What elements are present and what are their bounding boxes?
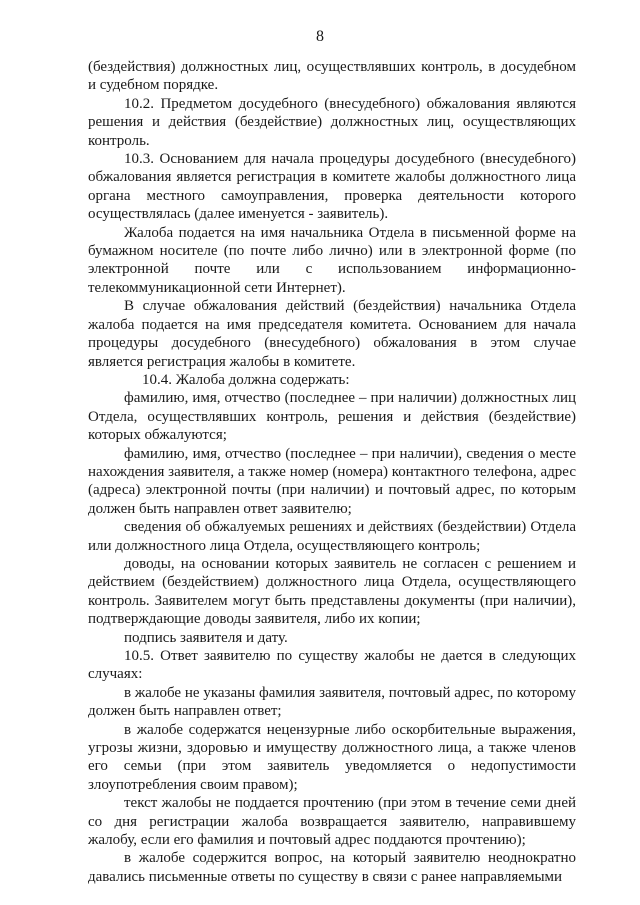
- list-item: подпись заявителя и дату.: [124, 629, 288, 646]
- document-body: [88, 58, 576, 886]
- paragraph: В случае обжалования действий (бездействия) начальника Отдела жалоба подается на имя председателя комитета. Основанием для начала процедуры досудебного (внесудебного) обжалования в этом случае является регистрация жалобы в комитете.: [88, 298, 576, 370]
- paragraph: Жалоба подается на имя начальника Отдела в письменной форме на бумажном носителе (по почте либо лично) или в электронной форме (по электронной почте или с использованием информационно-телекоммуникационной сети Интернет).: [88, 224, 576, 296]
- list-item: в жалобе не указаны фамилия заявителя, почтовый адрес, по которому должен быть направлен ответ;: [88, 684, 576, 720]
- list-item: фамилию, имя, отчество (последнее – при наличии) должностных лиц Отдела, осуществлявших контроль, решения и действия (бездействие) которых обжалуются;: [88, 390, 576, 444]
- paragraph: 10.2. Предметом досудебного (внесудебного) обжалования являются решения и действия (бездействие) должностных лиц, осуществляющих контроль.: [88, 95, 576, 149]
- list-item: фамилию, имя, отчество (последнее – при наличии), сведения о месте нахождения заявителя, а также номер (номера) контактного телефона, адрес (адреса) электронной почты (при наличии) и почтовый адрес, по которым должен быть направлен ответ заявителю;: [88, 445, 576, 517]
- list-item: сведения об обжалуемых решениях и действиях (бездействии) Отдела или должностного лица Отдела, осуществляющего контроль;: [88, 519, 576, 554]
- section-heading: 10.4. Жалоба должна содержать:: [142, 371, 350, 388]
- list-item: текст жалобы не поддается прочтению (при этом в течение семи дней со дня регистрации жалоба возвращается заявителю, направившему жалобу, если его фамилия и почтовый адрес поддаются прочтению);: [88, 795, 576, 849]
- page-number: 8: [316, 28, 324, 45]
- list-item: в жалобе содержится вопрос, на который заявителю неоднократно давались письменные ответы по существу в связи с ранее направляемыми: [88, 850, 576, 885]
- paragraph: 10.5. Ответ заявителю по существу жалобы не дается в следующих случаях:: [88, 648, 576, 683]
- list-item: в жалобе содержатся нецензурные либо оскорбительные выражения, угрозы жизни, здоровью и имуществу должностного лица, а также членов его семьи (при этом заявитель уведомляется о недопустимости злоупотребления своим правом);: [88, 721, 576, 793]
- list-item: доводы, на основании которых заявитель не согласен с решением и действием (бездействием) должностного лица Отдела, осуществляющего контроль. Заявителем могут быть представлены документы (при наличии), подтверждающие доводы заявителя, либо их копии;: [88, 555, 576, 628]
- paragraph: 10.3. Основанием для начала процедуры досудебного (внесудебного) обжалования является регистрация в комитете жалобы должностного лица органа местного самоуправления, проверка деятельности которого осуществлялась (далее именуется - заявитель).: [88, 151, 576, 223]
- paragraph: (бездействия) должностных лиц, осуществлявших контроль, в досудебном и судебном порядке.: [88, 59, 576, 94]
